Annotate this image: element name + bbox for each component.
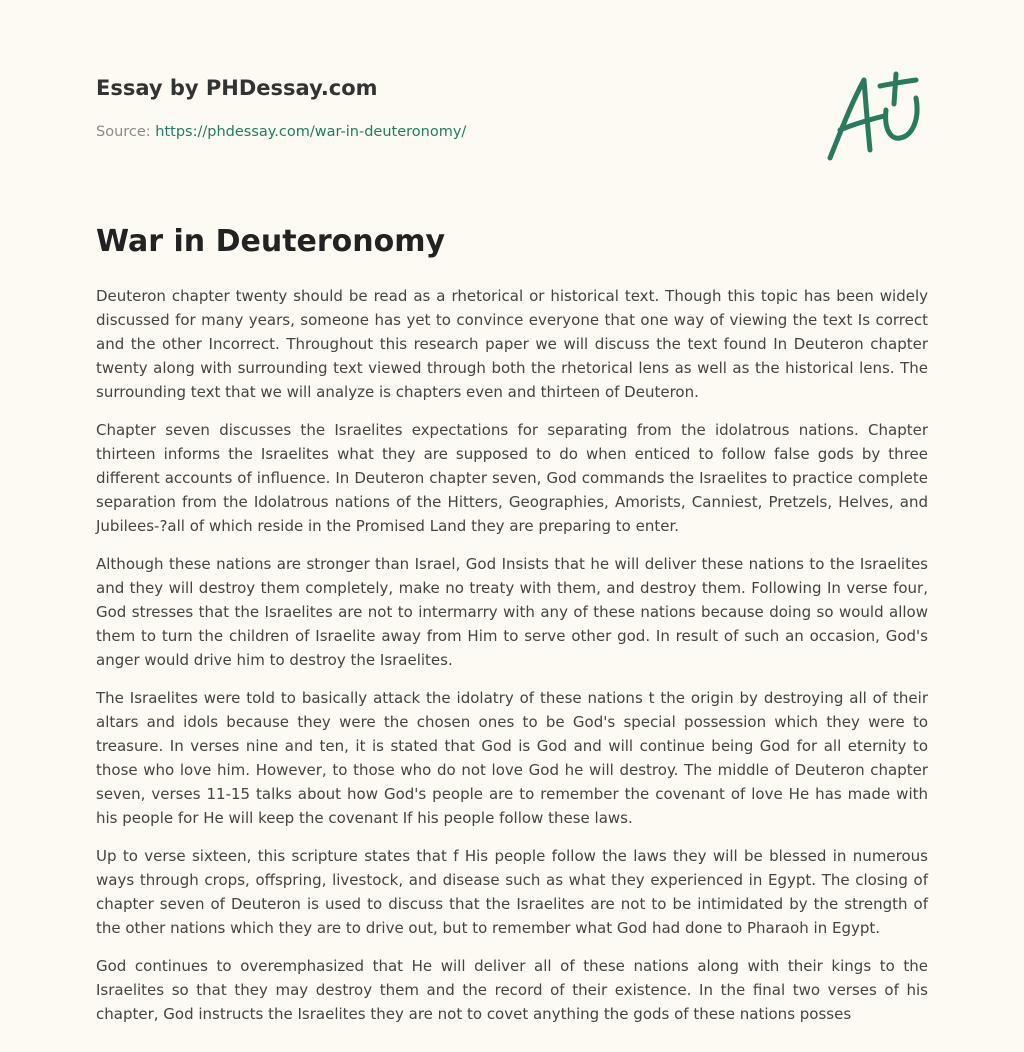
essay-paragraph: Chapter seven discusses the Israelites expectations for separating from the idolatrous nations. Chapter thirteen informs the Israelites what they are supposed to do when enticed to follow false gods by three different accounts of influence. In Deuteron chapter seven, God commands the Israelites to practice complete separation from the Idolatrous nations of the Hitters, Geographies, Amorists, Canniest, Pretzels, Helves, and Jubilees-?all of which reside in the Promised Land they are preparing to enter.: [96, 421, 928, 535]
essay-paragraph: The Israelites were told to basically attack the idolatry of these nations t the origin by destroying all of their altars and idols because they were the chosen ones to be God's special possession which they were to treasure. In verses nine and ten, it is stated that God is God and will continue being God for all eternity to those who love him. However, to those who do not love God he will destroy. The middle of Deuteron chapter seven, verses 11-15 talks about how God's people are to remember the covenant of love He has made with his people for He will keep the covenant If his people follow these laws.: [96, 689, 928, 827]
source-line: [96, 124, 466, 140]
source-label: Source:: [96, 124, 151, 140]
brand-title: Essay by PHDessay.com: [96, 76, 378, 100]
source-link[interactable]: https://phdessay.com/war-in-deuteronomy/: [155, 124, 467, 140]
essay-paragraph: Although these nations are stronger than Israel, God Insists that he will deliver these nations to the Israelites and they will destroy them completely, make no treaty with them, and destroy them. Following In verse four, God stresses that the Israelites are not to intermarry with any of these nations because doing so would allow them to turn the children of Israelite away from Him to serve other god. In result of such an occasion, God's anger would drive him to destroy the Israelites.: [96, 555, 928, 669]
essay-title: War in Deuteronomy: [96, 224, 446, 259]
essay-paragraph: God continues to overemphasized that He will deliver all of these nations along with their kings to the Israelites so that they may destroy them and the record of their existence. In the final two verses of his chapter, God instructs the Israelites they are not to covet anything the gods of these nations posses: [96, 957, 928, 1023]
essay-paragraph: Up to verse sixteen, this scripture states that f His people follow the laws they will be blessed in numerous ways through crops, offspring, livestock, and disease such as what they experienced in Egypt. The closing of chapter seven of Deuteron is used to discuss that the Israelites are not to be intimidated by the strength of the other nations which they are to drive out, but to remember what God had done to Pharaoh in Egypt.: [96, 847, 928, 937]
a-plus-logo-icon: [820, 66, 930, 166]
essay-paragraph: Deuteron chapter twenty should be read as a rhetorical or historical text. Though this topic has been widely discussed for many years, someone has yet to convince everyone that one way of viewing the text Is correct and the other Incorrect. Throughout this research paper we will discuss the text found In Deuteron chapter twenty along with surrounding text viewed through both the rhetorical lens as well as the historical lens. The surrounding text that we will analyze is chapters even and thirteen of Deuteron.: [96, 287, 928, 401]
essay-body: [96, 284, 928, 1040]
